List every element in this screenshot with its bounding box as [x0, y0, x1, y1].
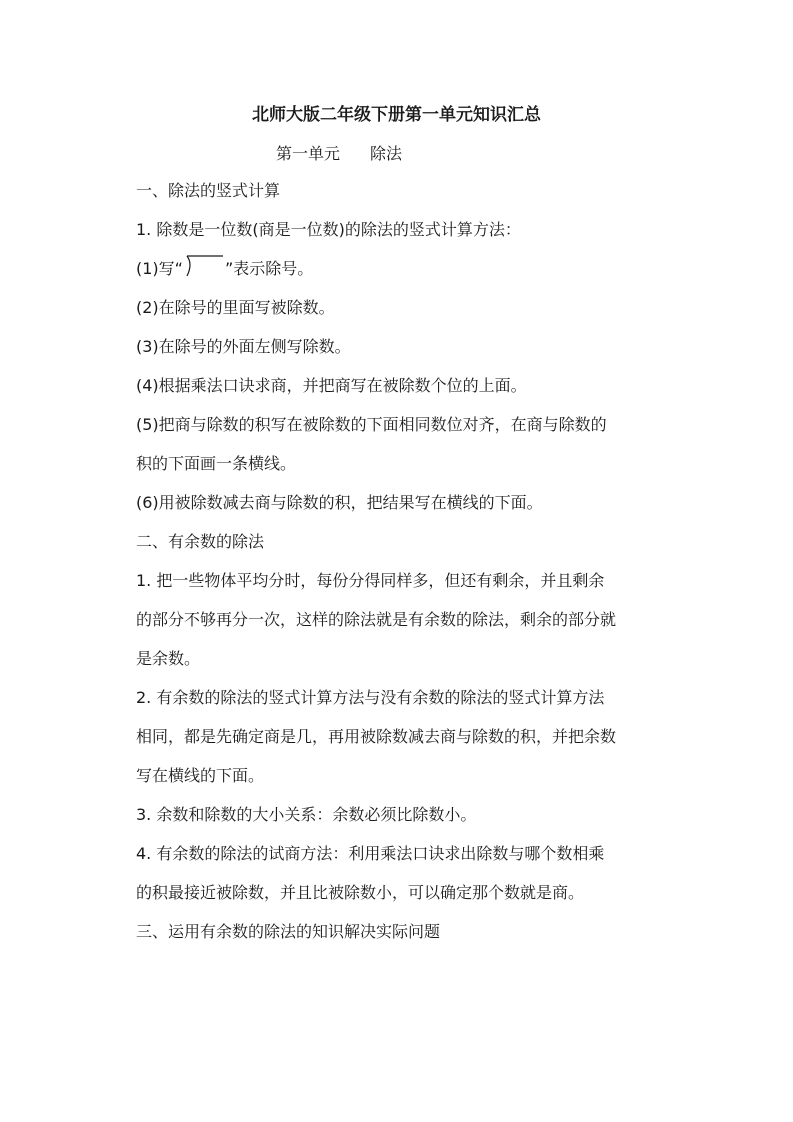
section-1-step-1 — [136, 258, 313, 280]
section-2-item-4a: 4. 有余数的除法的试商方法：利用乘法口诀求出除数与哪个数相乘 — [136, 844, 605, 863]
section-2-item-4b: 的积最接近被除数，并且比被除数小，可以确定那个数就是商。 — [136, 883, 585, 902]
unit-name: 除法 — [370, 144, 403, 163]
section-2-item-3: 3. 余数和除数的大小关系：余数必须比除数小。 — [136, 805, 477, 824]
section-2-item-1a: 1. 把一些物体平均分时，每份分得同样多，但还有剩余，并且剩余 — [136, 571, 605, 590]
section-2-item-1c: 是余数。 — [136, 649, 201, 668]
section-1-step-6: (6)用被除数减去商与除数的积，把结果写在横线的下面。 — [136, 493, 543, 512]
step-1-prefix: (1)写“ — [136, 259, 183, 278]
section-1-step-5a: (5)把商与除数的积写在被除数的下面相同数位对齐，在商与除数的 — [136, 415, 607, 434]
section-1-item-1: 1. 除数是一位数(商是一位数)的除法的竖式计算方法： — [136, 220, 521, 239]
unit-subtitle — [276, 141, 402, 164]
section-1-step-2: (2)在除号的里面写被除数。 — [136, 298, 335, 317]
section-2-item-2b: 相同，都是先确定商是几，再用被除数减去商与除数的积，并把余数 — [136, 727, 617, 746]
section-1-step-5b: 积的下面画一条横线。 — [136, 454, 297, 473]
step-1-suffix: ”表示除号。 — [224, 259, 314, 278]
section-3-heading: 三、运用有余数的除法的知识解决实际问题 — [136, 922, 441, 941]
section-2-item-2a: 2. 有余数的除法的竖式计算方法与没有余数的除法的竖式计算方法 — [136, 688, 605, 707]
section-2-item-1b: 的部分不够再分一次，这样的除法就是有余数的除法，剩余的部分就 — [136, 610, 617, 629]
section-1-heading: 一、除法的竖式计算 — [136, 181, 281, 200]
division-bracket-icon — [183, 260, 225, 280]
section-1-step-4: (4)根据乘法口诀求商，并把商写在被除数个位的上面。 — [136, 376, 527, 395]
section-2-heading: 二、有余数的除法 — [136, 532, 265, 551]
section-2-item-2c: 写在横线的下面。 — [136, 766, 265, 785]
section-1-step-3: (3)在除号的外面左侧写除数。 — [136, 337, 351, 356]
document-title: 北师大版二年级下册第一单元知识汇总 — [252, 105, 541, 125]
unit-label: 第一单元 — [276, 144, 341, 163]
